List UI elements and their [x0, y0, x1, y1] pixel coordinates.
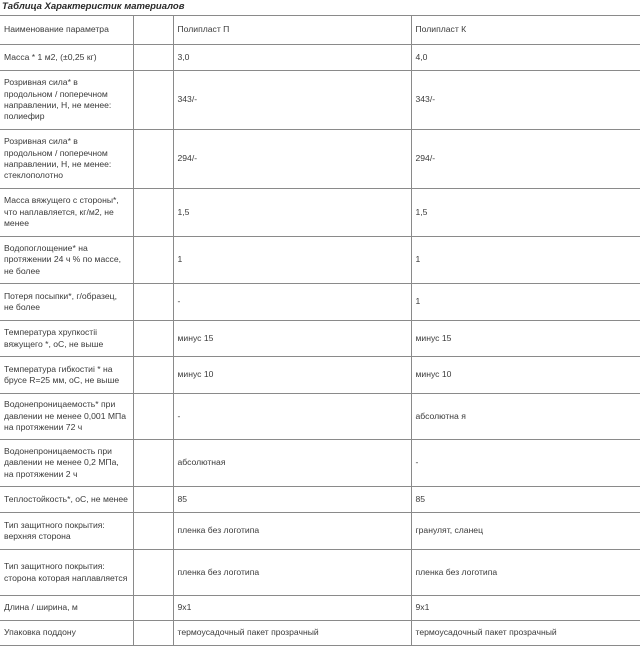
- table-row: [0, 321, 640, 357]
- polyplast-k-cell: 1,5: [411, 189, 640, 237]
- table-row: [0, 71, 640, 130]
- header-blank: [133, 16, 173, 45]
- blank-cell: [133, 394, 173, 440]
- polyplast-k-cell: термоусадочный пакет прозрачный: [411, 621, 640, 646]
- polyplast-k-cell: 1: [411, 284, 640, 321]
- polyplast-p-cell: 3,0: [173, 45, 411, 71]
- polyplast-k-cell: пленка без логотипа: [411, 550, 640, 596]
- param-cell: Температура гибкостиі * на брусе R=25 мм, оС, не выше: [0, 357, 133, 394]
- polyplast-p-cell: абсолютная: [173, 440, 411, 487]
- param-cell: Масса * 1 м2, (±0,25 кг): [0, 45, 133, 71]
- blank-cell: [133, 321, 173, 357]
- table-row: [0, 189, 640, 237]
- param-cell: Упаковка поддону: [0, 621, 133, 646]
- param-cell: Температура хрупкостiі вяжущего *, оС, не выше: [0, 321, 133, 357]
- param-cell: Водопоглощение* на протяжении 24 ч % по массе, не более: [0, 237, 133, 284]
- table-caption: Таблица Характеристик материалов: [2, 1, 185, 12]
- polyplast-p-cell: 9х1: [173, 596, 411, 621]
- polyplast-k-cell: гранулят, сланец: [411, 513, 640, 550]
- table-row: [0, 440, 640, 487]
- blank-cell: [133, 513, 173, 550]
- blank-cell: [133, 440, 173, 487]
- polyplast-p-cell: -: [173, 394, 411, 440]
- blank-cell: [133, 237, 173, 284]
- polyplast-p-cell: минус 10: [173, 357, 411, 394]
- polyplast-k-cell: -: [411, 440, 640, 487]
- param-cell: Масса вяжущего с стороны*, что наплавляется, кг/м2, не менее: [0, 189, 133, 237]
- polyplast-k-cell: 294/-: [411, 130, 640, 189]
- blank-cell: [133, 189, 173, 237]
- param-cell: Теплостойкость*, оС, не менее: [0, 487, 133, 513]
- header-polyplast-p: Полипласт П: [173, 16, 411, 45]
- table-row: [0, 513, 640, 550]
- polyplast-k-cell: минус 15: [411, 321, 640, 357]
- blank-cell: [133, 284, 173, 321]
- blank-cell: [133, 621, 173, 646]
- blank-cell: [133, 550, 173, 596]
- param-cell: Потеря посыпки*, г/образец, не более: [0, 284, 133, 321]
- polyplast-p-cell: 85: [173, 487, 411, 513]
- polyplast-p-cell: термоусадочный пакет прозрачный: [173, 621, 411, 646]
- polyplast-p-cell: пленка без логотипа: [173, 550, 411, 596]
- table-row: [0, 550, 640, 596]
- table-row: [0, 621, 640, 646]
- blank-cell: [133, 130, 173, 189]
- table-row: [0, 596, 640, 621]
- header-polyplast-k: Полипласт К: [411, 16, 640, 45]
- polyplast-p-cell: пленка без логотипа: [173, 513, 411, 550]
- polyplast-k-cell: 1: [411, 237, 640, 284]
- polyplast-p-cell: 294/-: [173, 130, 411, 189]
- polyplast-p-cell: 343/-: [173, 71, 411, 130]
- table-row: [0, 237, 640, 284]
- polyplast-k-cell: 9х1: [411, 596, 640, 621]
- table-row: [0, 284, 640, 321]
- param-cell: Длина / ширина, м: [0, 596, 133, 621]
- param-cell: Тип защитного покрытия: верхняя сторона: [0, 513, 133, 550]
- blank-cell: [133, 487, 173, 513]
- table-row: [0, 130, 640, 189]
- polyplast-k-cell: 85: [411, 487, 640, 513]
- header-param: Наименование параметра: [0, 16, 133, 45]
- polyplast-k-cell: абсолютна я: [411, 394, 640, 440]
- table-row: [0, 357, 640, 394]
- param-cell: Водонепроницаемость при давлении не менее 0,2 МПа, на протяжении 2 ч: [0, 440, 133, 487]
- param-cell: Розривная сила* в продольном / поперечном направлении, Н, не менее: стеклополотно: [0, 130, 133, 189]
- param-cell: Водонепроницаемость* при давлении не менее 0,001 МПа на протяжении 72 ч: [0, 394, 133, 440]
- blank-cell: [133, 71, 173, 130]
- param-cell: Тип защитного покрытия: сторона которая наплавляется: [0, 550, 133, 596]
- polyplast-p-cell: 1,5: [173, 189, 411, 237]
- table-row: [0, 45, 640, 71]
- table-header-row: [0, 16, 640, 45]
- polyplast-p-cell: -: [173, 284, 411, 321]
- table-row: [0, 394, 640, 440]
- blank-cell: [133, 357, 173, 394]
- materials-spec-table: [0, 15, 640, 646]
- blank-cell: [133, 596, 173, 621]
- table-row: [0, 487, 640, 513]
- param-cell: Розривная сила* в продольном / поперечном направлении, Н, не менее: полиефир: [0, 71, 133, 130]
- polyplast-k-cell: минус 10: [411, 357, 640, 394]
- blank-cell: [133, 45, 173, 71]
- polyplast-k-cell: 343/-: [411, 71, 640, 130]
- polyplast-k-cell: 4,0: [411, 45, 640, 71]
- polyplast-p-cell: 1: [173, 237, 411, 284]
- polyplast-p-cell: минус 15: [173, 321, 411, 357]
